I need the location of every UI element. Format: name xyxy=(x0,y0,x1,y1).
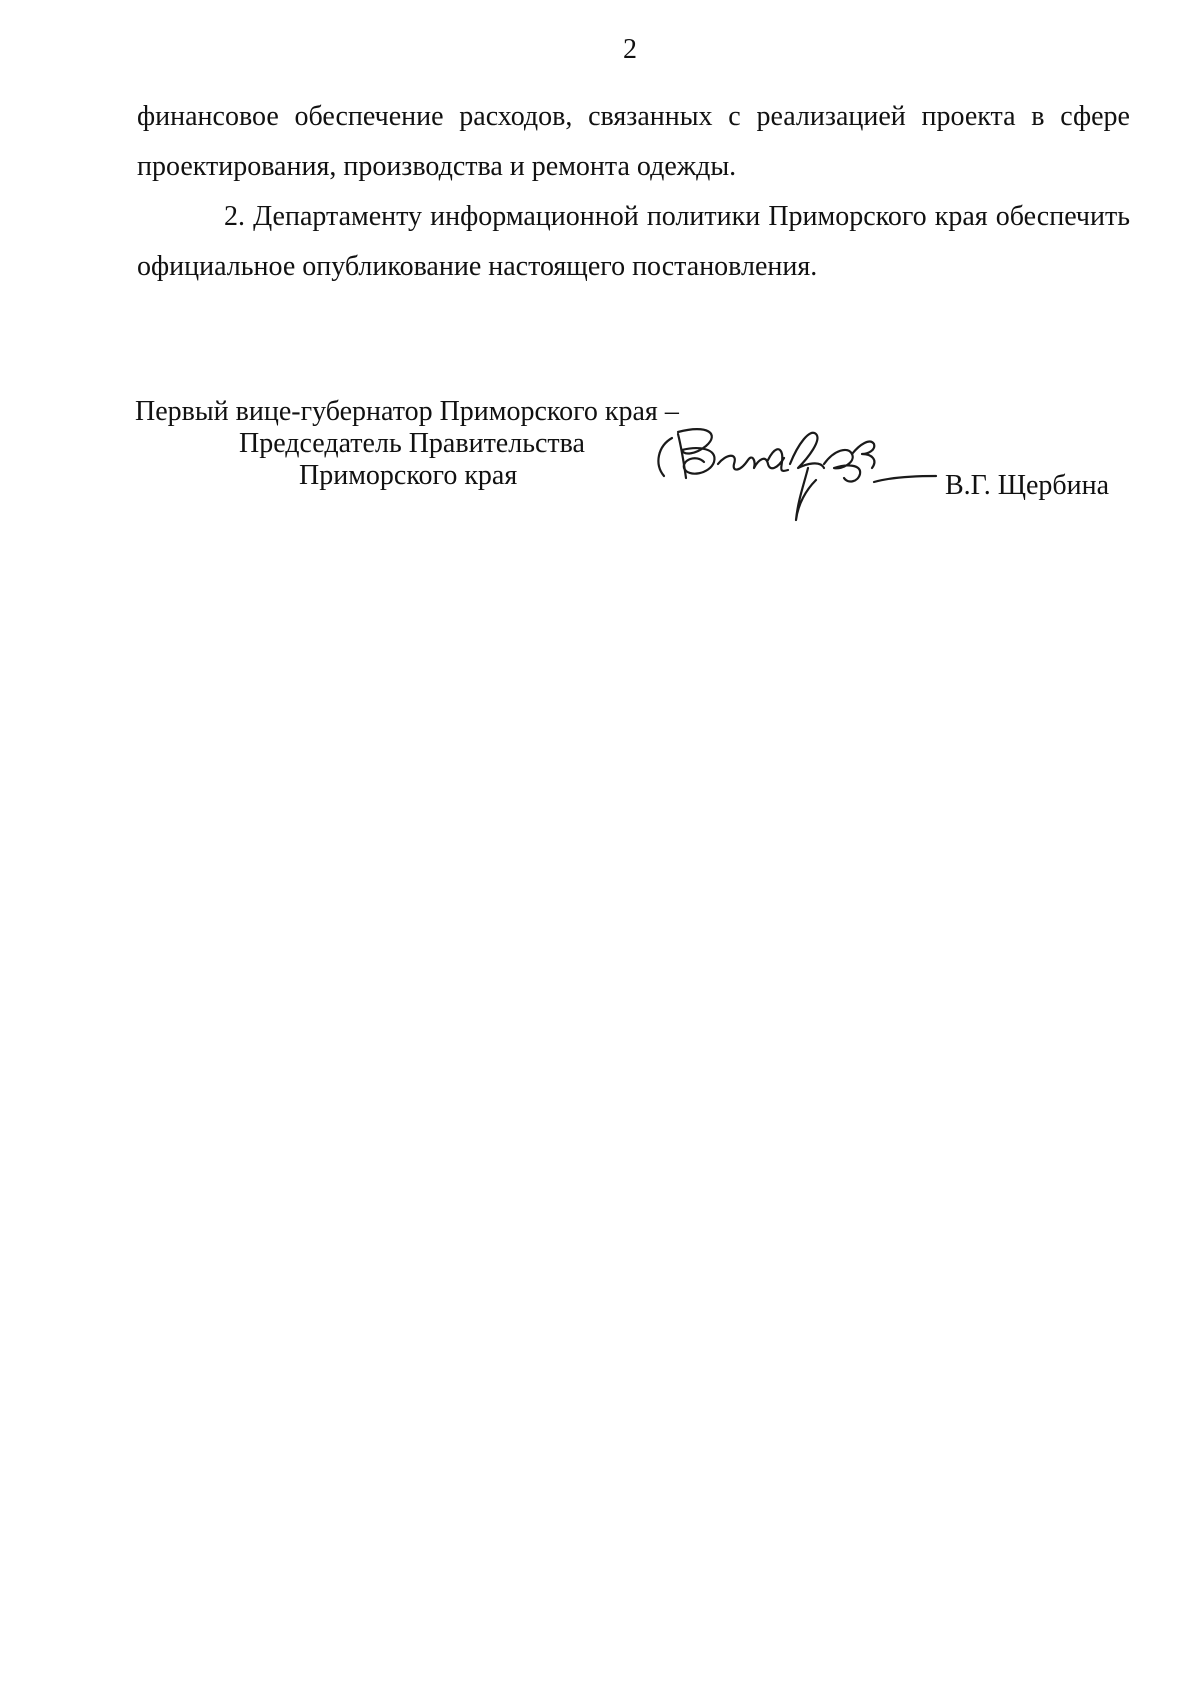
position-line-2: Председатель Правительства xyxy=(239,428,585,459)
signatory-name: В.Г. Щербина xyxy=(945,470,1110,501)
signatory-position xyxy=(135,396,679,492)
handwritten-signature-icon xyxy=(648,424,938,534)
position-line-1: Первый вице-губернатор Приморского края – xyxy=(135,396,679,427)
page-number: 2 xyxy=(623,34,637,65)
paragraph-continuation: финансовое обеспечение расходов, связанных с реализацией проекта в сфере проектирования, производства и ремонта одежды. xyxy=(137,101,1130,182)
paragraph-item-2: 2. Департаменту информационной политики Приморского края обеспечить официальное опубликование настоящего постановления. xyxy=(137,201,1130,282)
position-line-3: Приморского края xyxy=(299,460,518,491)
document-body xyxy=(137,92,1130,292)
